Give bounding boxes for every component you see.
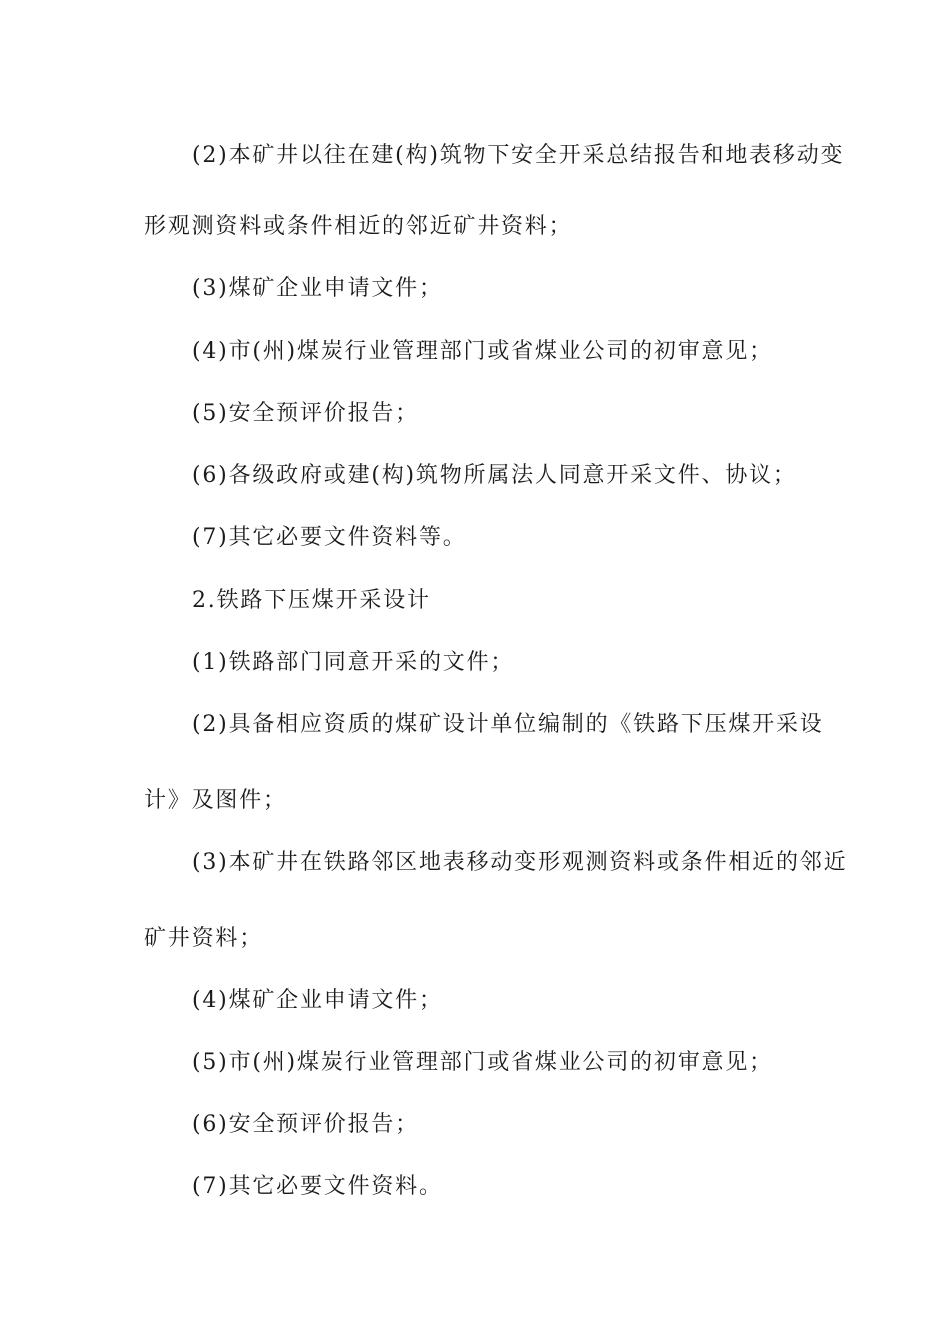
text-line-15: (5)市(州)煤炭行业管理部门或省煤业公司的初审意见； [192, 1050, 773, 1075]
text-line-1: (2)本矿井以往在建(构)筑物下安全开采总结报告和地表移动变 [192, 143, 845, 168]
text-line-5: (5)安全预评价报告； [192, 401, 419, 426]
text-line-6: (6)各级政府或建(构)筑物所属法人同意开采文件、协议； [192, 463, 797, 488]
text-line-3: (3)煤矿企业申请文件； [192, 276, 443, 301]
text-line-12: (3)本矿井在铁路邻区地表移动变形观测资料或条件相近的邻近 [192, 850, 848, 875]
text-line-7: (7)其它必要文件资料等。 [192, 525, 467, 550]
text-line-10: (2)具备相应资质的煤矿设计单位编制的《铁路下压煤开采设 [192, 712, 824, 737]
text-line-16: (6)安全预评价报告； [192, 1112, 419, 1137]
text-line-4: (4)市(州)煤炭行业管理部门或省煤业公司的初审意见； [192, 339, 773, 364]
text-line-17: (7)其它必要文件资料。 [192, 1174, 443, 1199]
text-line-2: 形观测资料或条件相近的邻近矿井资料； [144, 214, 573, 239]
section-heading: 2.铁路下压煤开采设计 [192, 588, 431, 613]
text-line-14: (4)煤矿企业申请文件； [192, 988, 443, 1013]
text-line-13: 矿井资料； [144, 926, 264, 951]
text-line-11: 计》及图件； [144, 788, 287, 813]
text-line-9: (1)铁路部门同意开采的文件； [192, 650, 515, 675]
